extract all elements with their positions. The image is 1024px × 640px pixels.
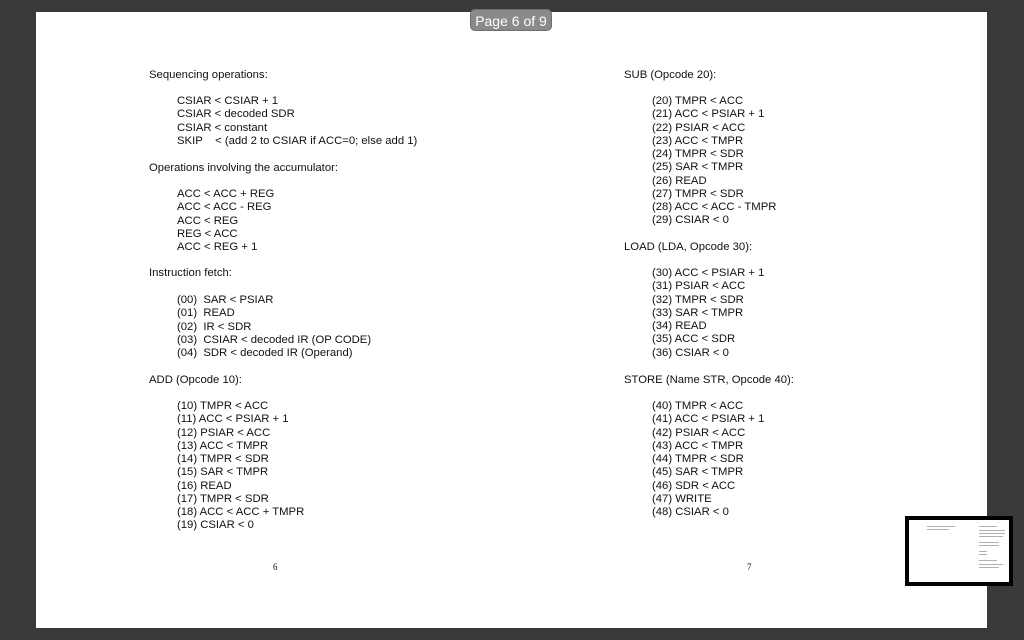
text-line: (20) TMPR < ACC bbox=[652, 95, 744, 107]
text-line: (18) ACC < ACC + TMPR bbox=[177, 506, 305, 518]
text-line: (34) READ bbox=[652, 320, 707, 332]
thumbnail-preview[interactable] bbox=[909, 520, 1009, 582]
section-heading-store: STORE (Name STR, Opcode 40): bbox=[624, 374, 794, 386]
text-line: (32) TMPR < SDR bbox=[652, 293, 744, 306]
accumulator-lines bbox=[177, 188, 274, 254]
text-line: ACC < REG + 1 bbox=[177, 241, 258, 253]
page-number-left: 6 bbox=[273, 562, 278, 572]
section-heading-load: LOAD (LDA, Opcode 30): bbox=[624, 241, 753, 253]
document-page bbox=[36, 12, 987, 628]
text-line: (48) CSIAR < 0 bbox=[652, 506, 729, 518]
text-line: (46) SDR < ACC bbox=[652, 479, 736, 492]
page-thumbnail-navigator[interactable] bbox=[905, 516, 1013, 586]
section-heading-accumulator: Operations involving the accumulator: bbox=[149, 162, 339, 174]
text-line: (43) ACC < TMPR bbox=[652, 439, 744, 452]
text-line: (41) ACC < PSIAR + 1 bbox=[652, 413, 765, 426]
sequencing-lines bbox=[177, 95, 417, 148]
text-line: (31) PSIAR < ACC bbox=[652, 280, 746, 293]
text-line: SKIP < (add 2 to CSIAR if ACC=0; else add 1) bbox=[177, 134, 418, 147]
text-line: (42) PSIAR < ACC bbox=[652, 426, 746, 439]
text-line: (28) ACC < ACC - TMPR bbox=[652, 201, 777, 213]
text-line: REG < ACC bbox=[177, 227, 238, 240]
text-line: (26) READ bbox=[652, 174, 707, 187]
text-line: (35) ACC < SDR bbox=[652, 333, 736, 346]
text-line: ACC < ACC + REG bbox=[177, 188, 275, 200]
text-line: (27) TMPR < SDR bbox=[652, 187, 744, 200]
text-line: (13) ACC < TMPR bbox=[177, 439, 269, 452]
section-heading-fetch: Instruction fetch: bbox=[149, 267, 232, 279]
store-lines bbox=[652, 400, 764, 519]
text-line: (30) ACC < PSIAR + 1 bbox=[652, 267, 765, 279]
text-line: ACC < ACC - REG bbox=[177, 201, 272, 214]
text-line: (25) SAR < TMPR bbox=[652, 161, 744, 174]
text-line: (47) WRITE bbox=[652, 492, 712, 505]
text-line: (40) TMPR < ACC bbox=[652, 400, 744, 412]
text-line: (23) ACC < TMPR bbox=[652, 134, 744, 147]
text-line: (16) READ bbox=[177, 479, 232, 492]
text-line: (29) CSIAR < 0 bbox=[652, 214, 729, 227]
text-line: (10) TMPR < ACC bbox=[177, 400, 269, 412]
text-line: (02) IR < SDR bbox=[177, 320, 252, 333]
load-lines bbox=[652, 267, 764, 360]
sub-lines bbox=[652, 95, 776, 228]
text-line: CSIAR < constant bbox=[177, 121, 268, 134]
text-line: (15) SAR < TMPR bbox=[177, 466, 269, 479]
text-line: (01) READ bbox=[177, 307, 235, 320]
text-line: (22) PSIAR < ACC bbox=[652, 121, 746, 134]
text-line: (24) TMPR < SDR bbox=[652, 148, 744, 160]
section-heading-add: ADD (Opcode 10): bbox=[149, 374, 242, 386]
text-line: CSIAR < CSIAR + 1 bbox=[177, 95, 279, 107]
text-line: (11) ACC < PSIAR + 1 bbox=[177, 413, 289, 426]
text-line: (04) SDR < decoded IR (Operand) bbox=[177, 347, 353, 359]
text-line: (45) SAR < TMPR bbox=[652, 466, 744, 479]
add-lines bbox=[177, 400, 304, 533]
text-line: (21) ACC < PSIAR + 1 bbox=[652, 108, 765, 121]
text-line: (36) CSIAR < 0 bbox=[652, 346, 729, 359]
text-line: (12) PSIAR < ACC bbox=[177, 426, 271, 439]
text-line: (00) SAR < PSIAR bbox=[177, 294, 274, 306]
page-number-right: 7 bbox=[747, 562, 752, 572]
text-line: (19) CSIAR < 0 bbox=[177, 519, 254, 532]
text-line: CSIAR < decoded SDR bbox=[177, 108, 295, 121]
fetch-lines bbox=[177, 294, 371, 360]
text-line: (14) TMPR < SDR bbox=[177, 453, 269, 465]
section-heading-sequencing: Sequencing operations: bbox=[149, 69, 268, 81]
text-line: (33) SAR < TMPR bbox=[652, 306, 744, 319]
text-line: ACC < REG bbox=[177, 214, 239, 227]
section-heading-sub: SUB (Opcode 20): bbox=[624, 69, 717, 81]
text-line: (03) CSIAR < decoded IR (OP CODE) bbox=[177, 333, 372, 346]
page-indicator-badge: Page 6 of 9 bbox=[470, 9, 552, 31]
text-line: (17) TMPR < SDR bbox=[177, 492, 269, 505]
text-line: (44) TMPR < SDR bbox=[652, 453, 744, 465]
